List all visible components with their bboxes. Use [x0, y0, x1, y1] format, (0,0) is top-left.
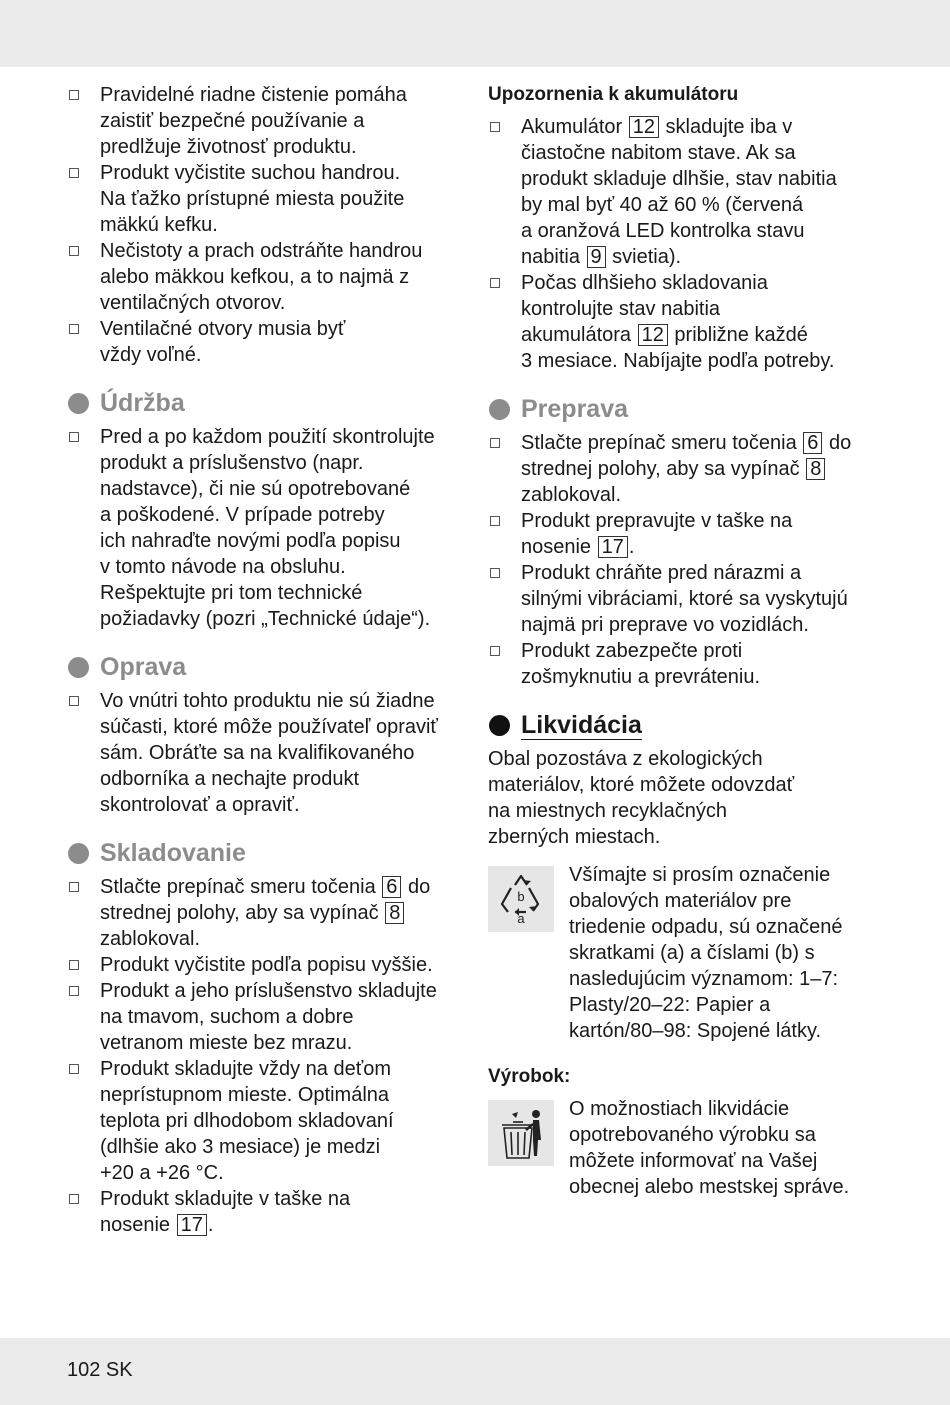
square-bullet-icon [69, 246, 79, 256]
list-item: Produkt vyčistite podľa popisu vyššie. [67, 952, 467, 978]
square-bullet-icon [490, 568, 500, 578]
left-column [67, 82, 467, 1238]
square-bullet-icon [69, 324, 79, 334]
waste-bin-icon [488, 1100, 554, 1166]
square-bullet-icon [490, 438, 500, 448]
storage-list [67, 874, 467, 1238]
list-item: Vo vnútri tohto produktu nie sú žiadne súčasti, ktoré môže používateľ opraviť sám. Obráťte sa na kvalifikovaného odborníka a nechajte produkt skontrolovať a opraviť. [67, 688, 467, 818]
header-band [0, 0, 950, 67]
list-item: Produkt vyčistite suchou handrou. Na ťažko prístupné miesta použite mäkkú kefku. [67, 160, 467, 238]
transport-list [488, 430, 888, 690]
footer-band [0, 1338, 950, 1405]
recycle-icon [488, 866, 554, 932]
square-bullet-icon [69, 986, 79, 996]
section-heading-storage: Skladovanie [67, 838, 467, 868]
list-item: Stlačte prepínač smeru točenia 6 do strednej polohy, aby sa vypínač 8 zablokoval. [488, 430, 888, 508]
bullet-dot-icon [68, 393, 89, 414]
square-bullet-icon [69, 1064, 79, 1074]
list-item: Akumulátor 12 skladujte iba v čiastočne nabitom stave. Ak sa produkt skladuje dlhšie, stav nabitia by mal byť 40 až 60 % (červená a oranžová LED kontrolka stavu nabitia 9 svietia). [488, 114, 888, 270]
page-number: 102 SK [67, 1359, 133, 1381]
section-heading-transport: Preprava [488, 394, 888, 424]
reference-number: 9 [587, 246, 606, 268]
bullet-dot-icon [68, 657, 89, 678]
right-column [488, 82, 888, 1200]
bullet-dot-icon [68, 843, 89, 864]
square-bullet-icon [69, 90, 79, 100]
list-item: Pred a po každom použití skontrolujte produkt a príslušenstvo (napr. nadstavce), či nie sú opotrebované a poškodené. V prípade potreby ich nahraďte novými podľa popisu v tomto návode na obsluhu. Rešpektujte pri tom technické požiadavky (pozri „Technické údaje“). [67, 424, 467, 632]
square-bullet-icon [490, 122, 500, 132]
reference-number: 12 [629, 116, 659, 138]
maintenance-list [67, 424, 467, 632]
battery-list [488, 114, 888, 374]
list-item: Nečistoty a prach odstráňte handrou alebo mäkkou kefkou, a to najmä z ventilačných otvorov. [67, 238, 467, 316]
reference-number: 8 [385, 902, 404, 924]
list-item: Pravidelné riadne čistenie pomáha zaistiť bezpečné používanie a predlžuje životnosť produktu. [67, 82, 467, 160]
square-bullet-icon [490, 646, 500, 656]
product-heading: Výrobok: [488, 1066, 571, 1087]
reference-number: 6 [803, 432, 822, 454]
list-item: Počas dlhšieho skladovania kontrolujte stav nabitia akumulátora 12 približne každé 3 mesiace. Nabíjajte podľa potreby. [488, 270, 888, 374]
recycling-text: Všímajte si prosím označenie obalových materiálov pre triedenie odpadu, sú označené skratkami (a) a číslami (b) s nasledujúcim významom: 1–7: Plasty/20–22: Papier a kartón/80–98: Spojené látky. [569, 864, 843, 1042]
section-heading-maintenance: Údržba [67, 388, 467, 418]
product-disposal-info [488, 1096, 888, 1200]
list-item: Produkt zabezpečte proti zošmyknutiu a prevráteniu. [488, 638, 888, 690]
reference-number: 17 [598, 536, 628, 558]
list-item: Produkt skladujte vždy na deťom neprístupnom mieste. Optimálna teplota pri dlhodobom skladovaní (dlhšie ako 3 mesiace) je medzi +20 a +26 °C. [67, 1056, 467, 1186]
square-bullet-icon [69, 1194, 79, 1204]
list-item: Produkt prepravujte v taške na nosenie 17 . [488, 508, 888, 560]
bullet-dot-icon [489, 715, 510, 736]
section-heading-repair: Oprava [67, 652, 467, 682]
list-item: Produkt skladujte v taške na nosenie 17 . [67, 1186, 467, 1238]
square-bullet-icon [69, 432, 79, 442]
list-item: Ventilačné otvory musia byť vždy voľné. [67, 316, 467, 368]
square-bullet-icon [69, 168, 79, 178]
list-item: Stlačte prepínač smeru točenia 6 do strednej polohy, aby sa vypínač 8 zablokoval. [67, 874, 467, 952]
recycle-code-b: b [517, 889, 525, 904]
list-item: Produkt chráňte pred nárazmi a silnými vibráciami, ktoré sa vyskytujú najmä pri preprave vo vozidlách. [488, 560, 888, 638]
list-item: Produkt a jeho príslušenstvo skladujte na tmavom, suchom a dobre vetranom mieste bez mrazu. [67, 978, 467, 1056]
recycle-code-a: a [517, 911, 525, 926]
repair-list [67, 688, 467, 818]
cleaning-list [67, 82, 467, 368]
recycling-info [488, 862, 888, 1044]
bullet-dot-icon [489, 399, 510, 420]
reference-number: 17 [177, 1214, 207, 1236]
square-bullet-icon [69, 696, 79, 706]
disposal-intro: Obal pozostáva z ekologických materiálov, ktoré môžete odovzdať na miestnych recyklačných zberných miestach. [488, 748, 795, 848]
square-bullet-icon [490, 278, 500, 288]
square-bullet-icon [69, 960, 79, 970]
reference-number: 12 [638, 324, 668, 346]
product-disposal-text: O možnostiach likvidácie opotrebovaného výrobku sa môžete informovať na Vašej obecnej alebo mestskej správe. [569, 1098, 850, 1198]
square-bullet-icon [490, 516, 500, 526]
battery-heading: Upozornenia k akumulátoru [488, 84, 739, 105]
reference-number: 6 [382, 876, 401, 898]
section-heading-disposal: Likvidácia [488, 710, 888, 740]
reference-number: 8 [806, 458, 825, 480]
square-bullet-icon [69, 882, 79, 892]
